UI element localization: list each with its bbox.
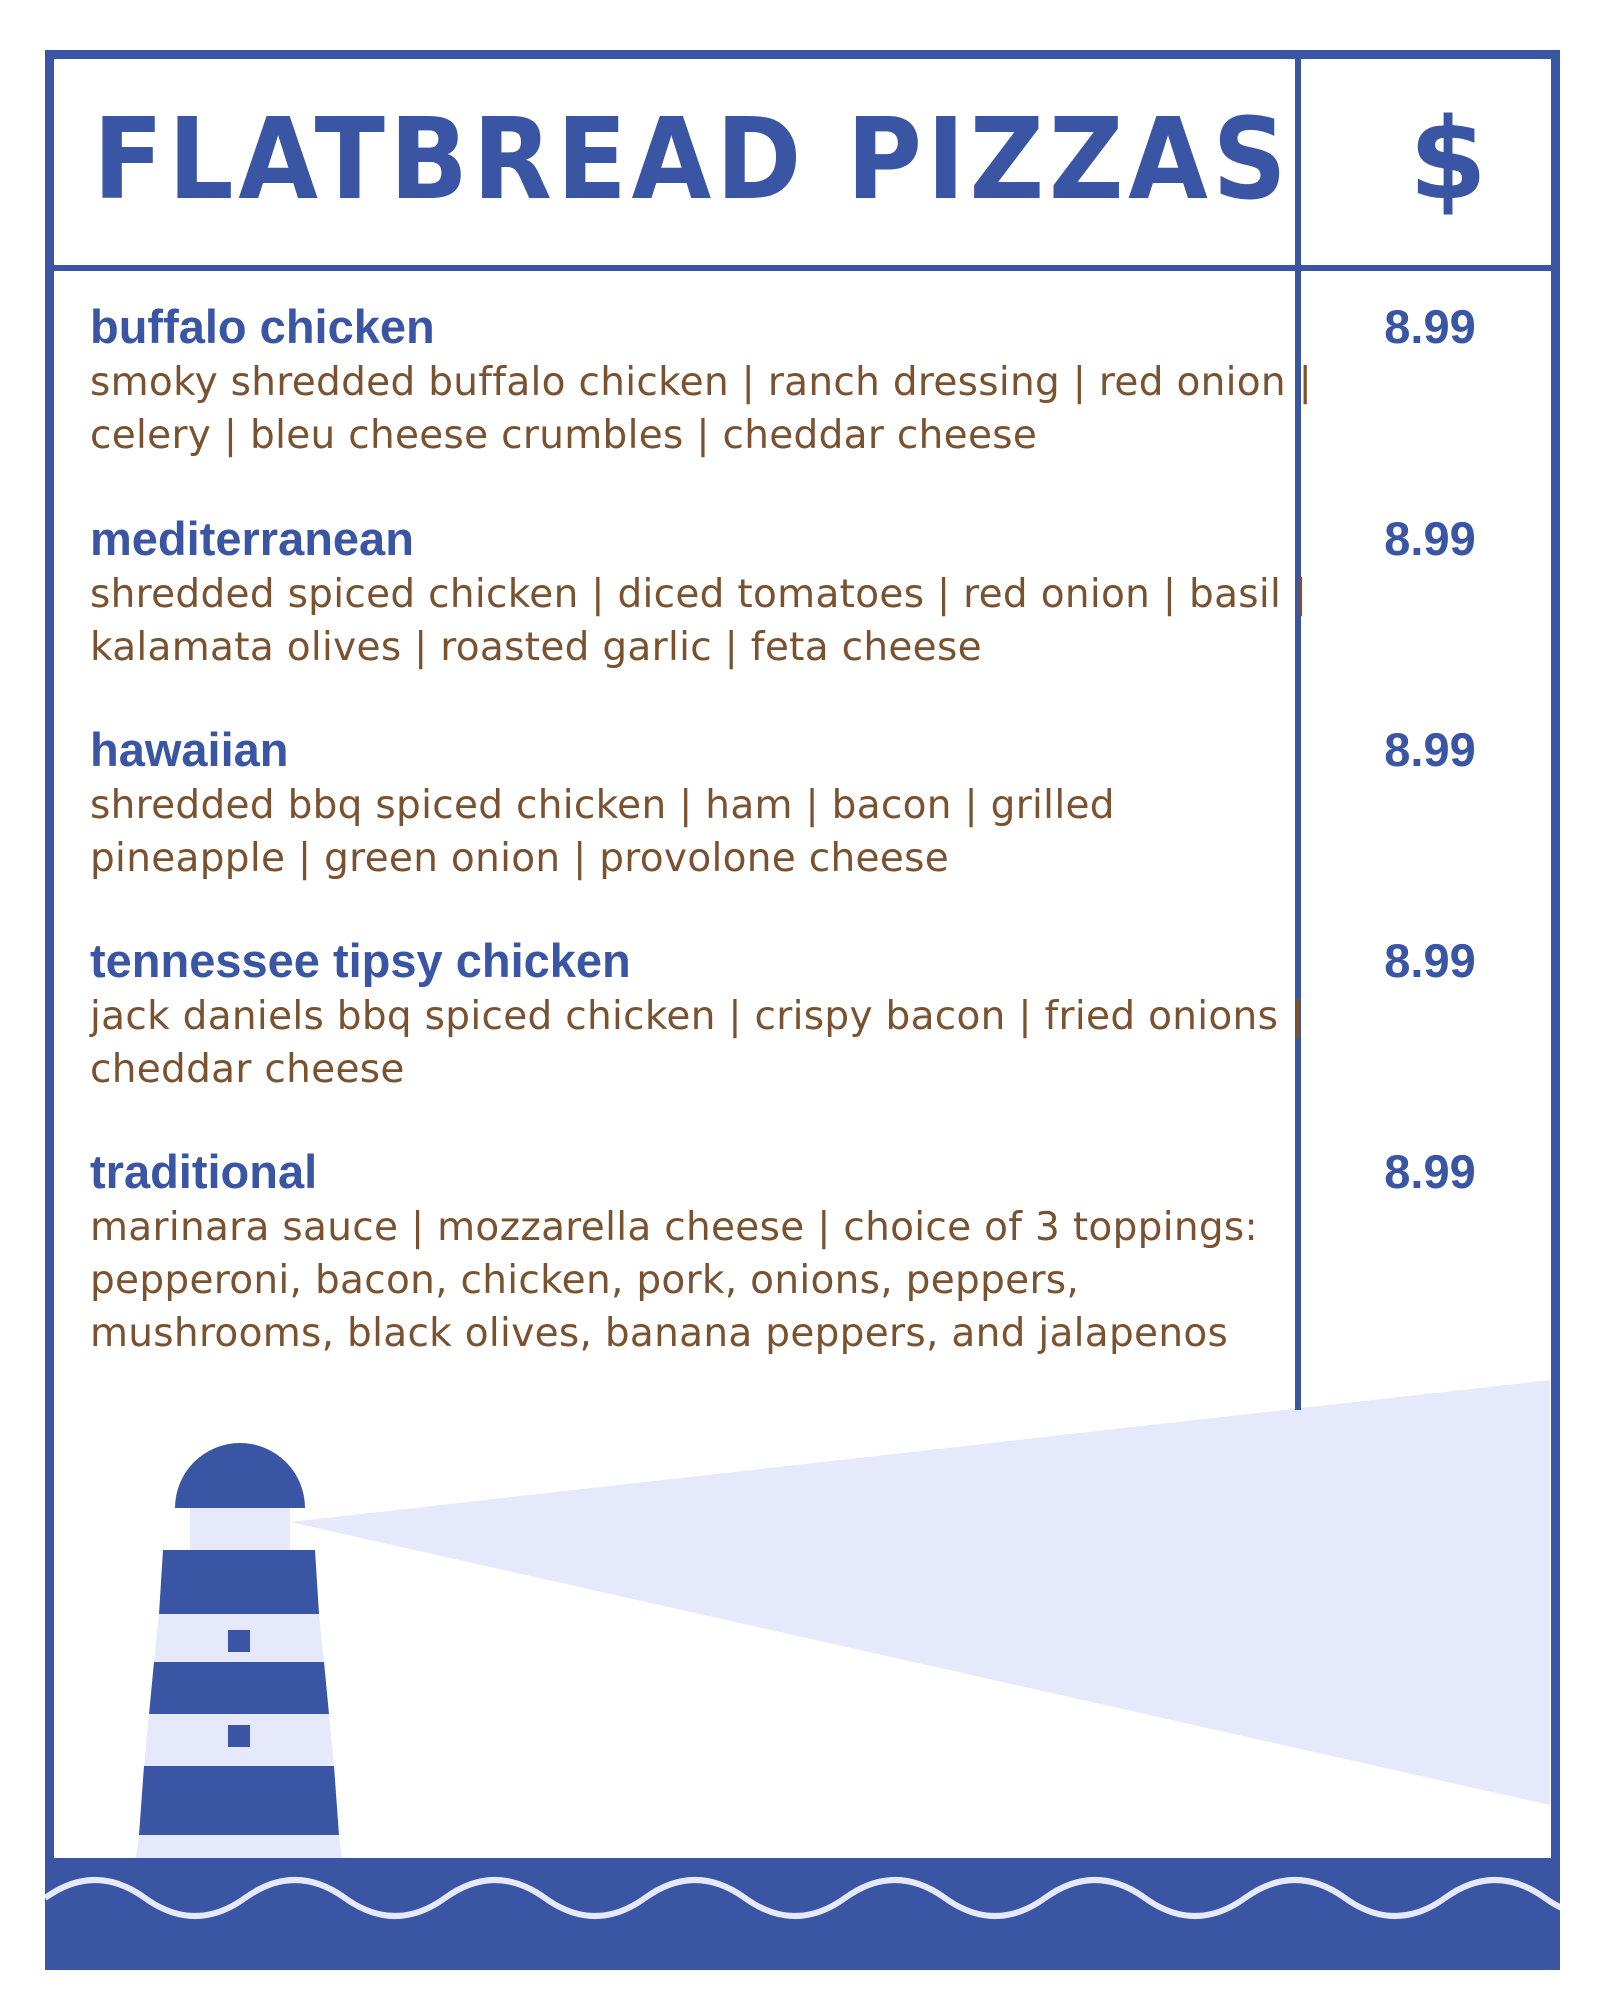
item-name: mediterranean (90, 512, 414, 565)
item-description: shredded bbq spiced chicken | ham | bacon | grilled pineapple | green onion | provolone cheese (90, 783, 1115, 881)
item-description: marinara sauce | mozzarella cheese | choice of 3 toppings: pepperoni, bacon, chicken, pork, onions, peppers, mushrooms, black olives, banana peppers, and jalapenos (90, 1205, 1258, 1356)
item-name: buffalo chicken (90, 300, 435, 353)
menu-item (90, 300, 1320, 462)
item-price: 8.99 (1384, 300, 1476, 353)
item-name: tennessee tipsy chicken (90, 934, 631, 987)
item-description: jack daniels bbq spiced chicken | crispy bacon | fried onions | cheddar cheese (90, 994, 1305, 1092)
menu-board (45, 50, 1560, 1970)
menu-item (90, 512, 1320, 674)
item-name: traditional (90, 1145, 318, 1198)
menu-title: FLATBREAD PIZZAS (93, 95, 1292, 225)
menu-item (90, 1145, 1320, 1360)
item-price: 8.99 (1384, 512, 1476, 565)
lighthouse-icon (136, 1443, 342, 1858)
item-price: 8.99 (1384, 1145, 1476, 1198)
item-description: shredded spiced chicken | diced tomatoes | red onion | basil | kalamata olives | roasted garlic | feta cheese (90, 572, 1308, 670)
item-description: smoky shredded buffalo chicken | ranch dressing | red onion | celery | bleu cheese crumbles | cheddar cheese (90, 360, 1313, 458)
price-column-header: $ (1409, 95, 1487, 225)
waves-icon (45, 1858, 1560, 1970)
menu-item (90, 723, 1320, 885)
item-price: 8.99 (1384, 934, 1476, 987)
light-beam (290, 1380, 1550, 1805)
menu-item (90, 934, 1320, 1096)
item-name: hawaiian (90, 723, 289, 776)
item-price: 8.99 (1384, 723, 1476, 776)
